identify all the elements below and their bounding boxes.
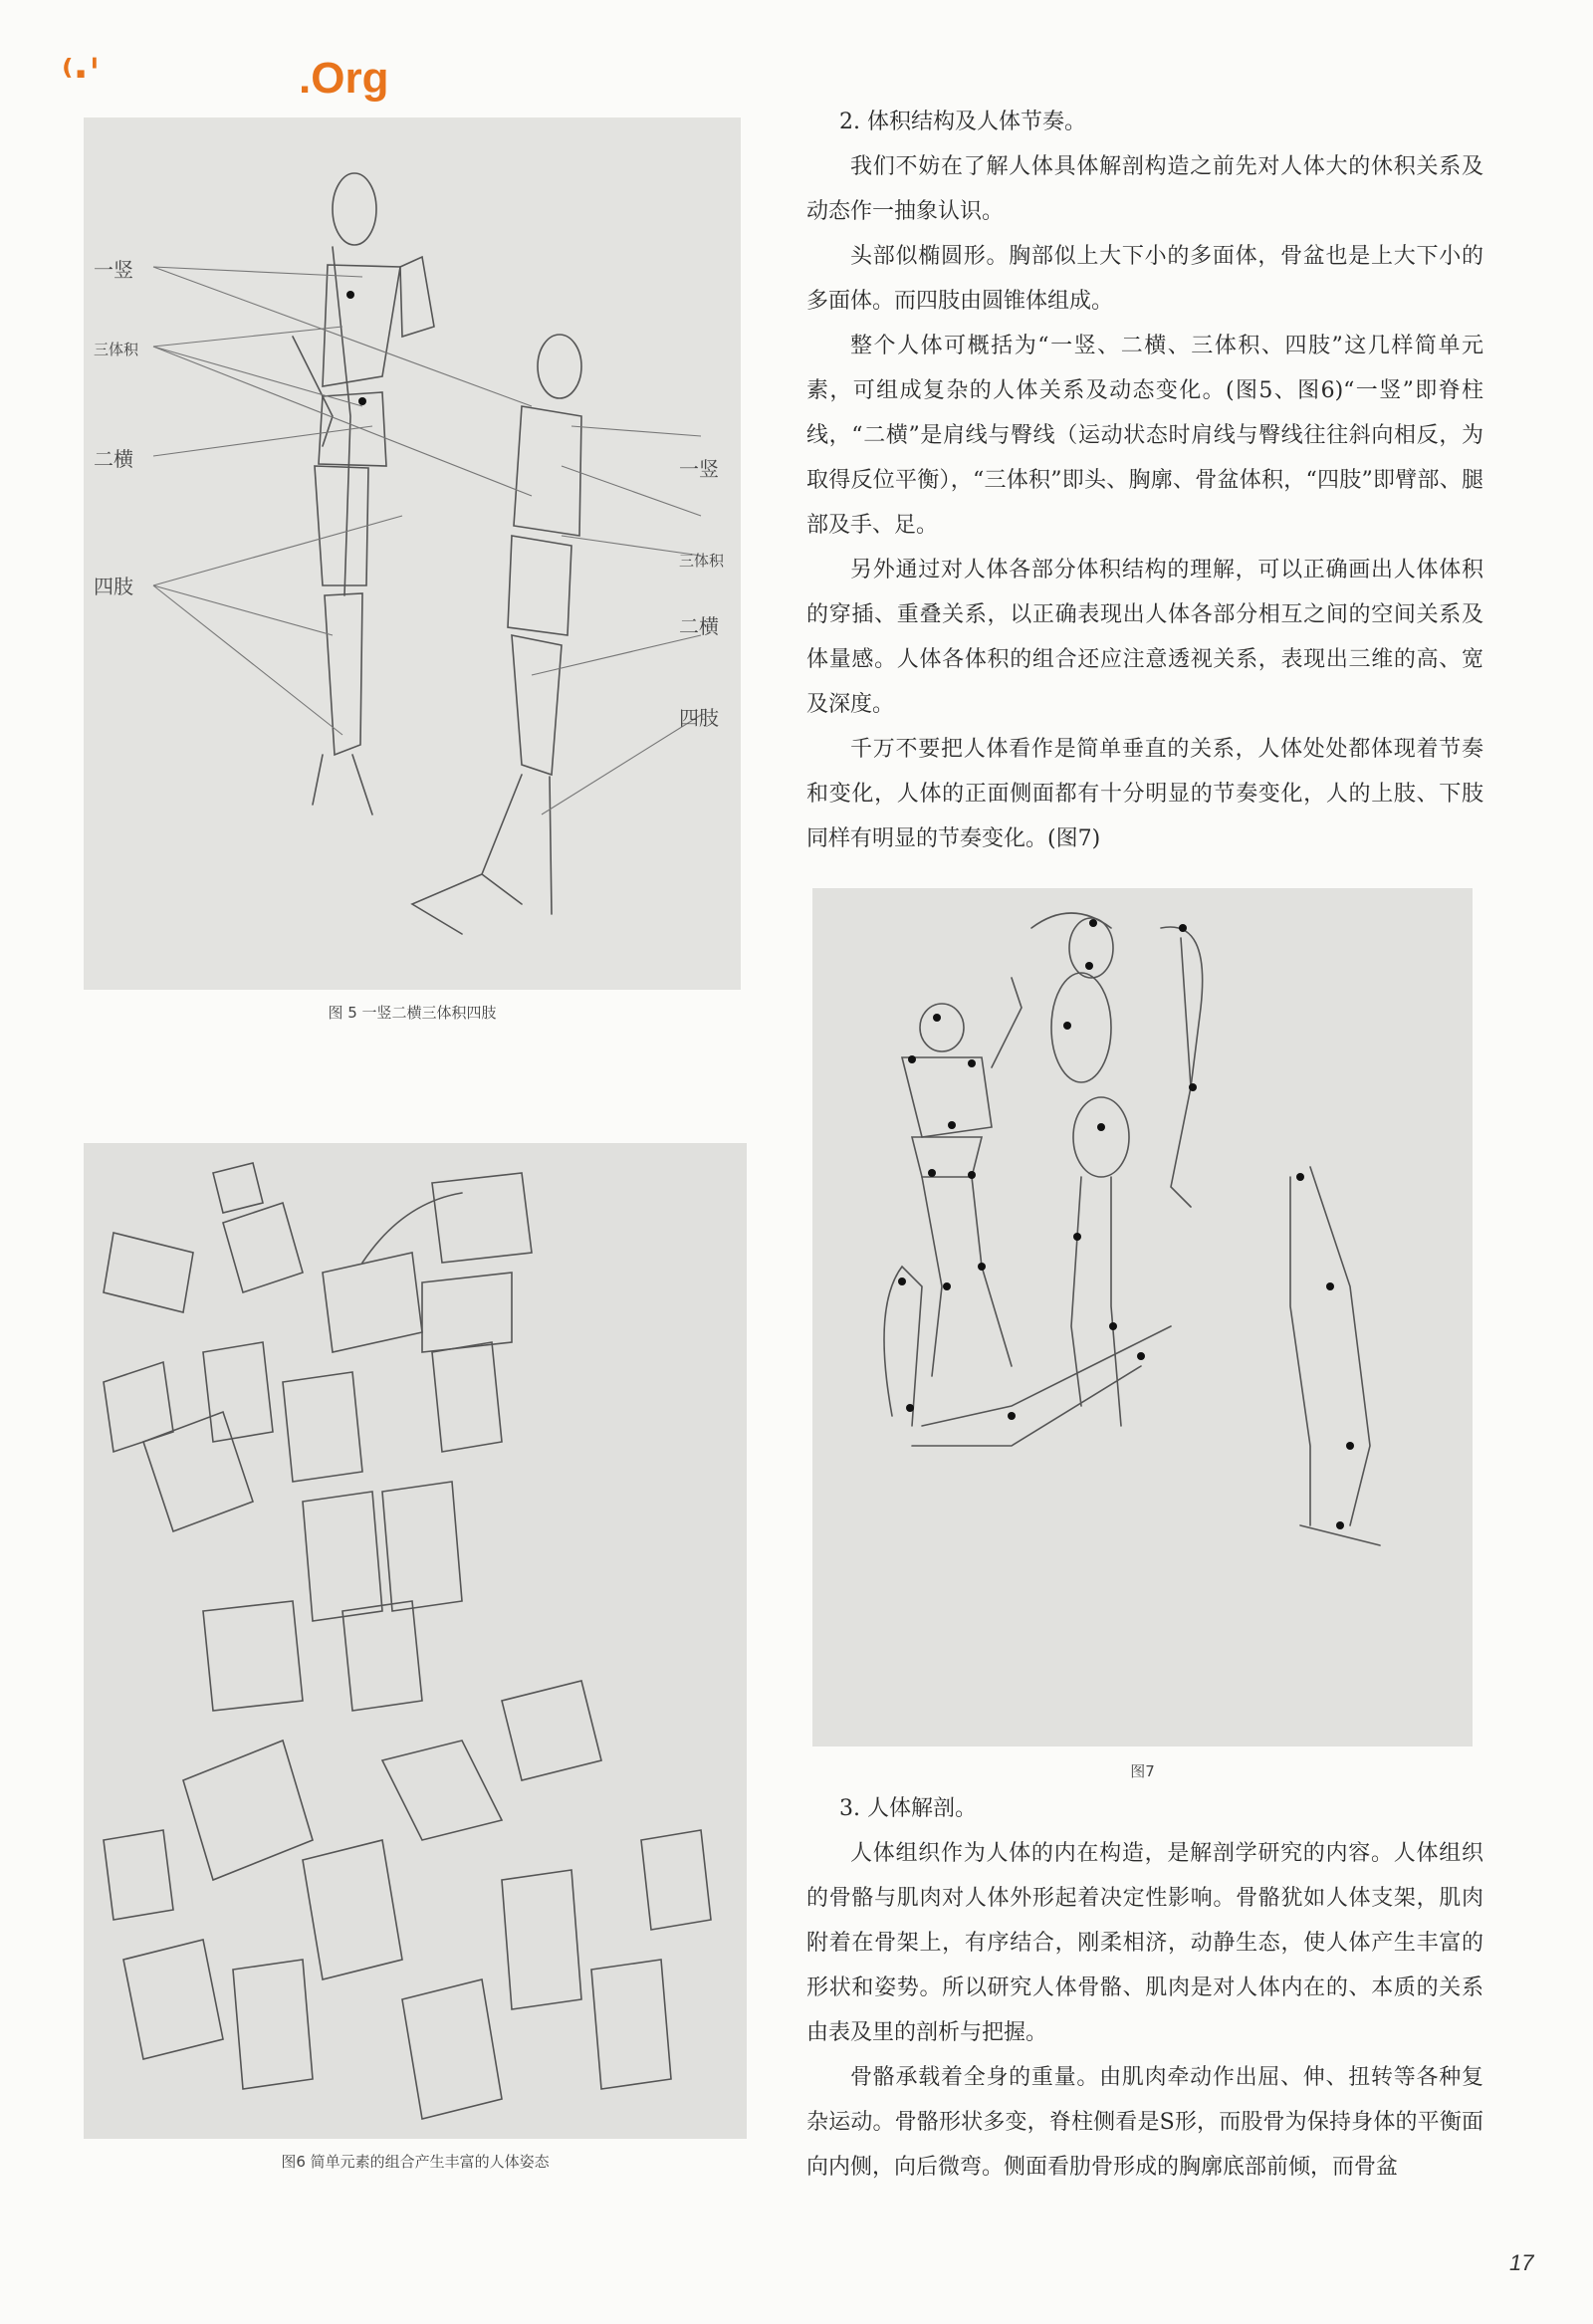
section-3-heading: 3. 人体解剖。 bbox=[839, 1796, 977, 1821]
figure-6-sketch bbox=[84, 1143, 747, 2139]
figure-5-sketch bbox=[84, 117, 741, 990]
fig5-label-3: 二横 bbox=[94, 447, 133, 471]
fig5-label-1: 一竖 bbox=[94, 258, 133, 282]
section-3-text bbox=[806, 1786, 1483, 2190]
fig5-label-4: 四肢 bbox=[94, 575, 133, 598]
figure-6-caption: 图6 简单元素的组合产生丰富的人体姿态 bbox=[281, 2153, 550, 2171]
fig5-label-2: 三体积 bbox=[94, 341, 139, 358]
section-2-text bbox=[806, 100, 1483, 861]
paragraph: 整个人体可概括为“一竖、二横、三体积、四肢”这几样简单元素，可组成复杂的人体关系及动态变化。(图5、图6)“一竖”即脊柱线，“二横”是肩线与臀线（运动状态时肩线与臀线往往斜向相反，为取得反位平衡），“三体积”即头、胸廓、骨盆体积，“四肢”即臂部、腿部及手、足。 bbox=[806, 334, 1484, 538]
paragraph: 头部似椭圆形。胸部似上大下小的多面体，骨盆也是上大下小的多面体。而四肢由圆锥体组成。 bbox=[806, 244, 1483, 314]
fig5-label-7: 二横 bbox=[679, 614, 719, 638]
paragraph: 骨骼承载着全身的重量。由肌肉牵动作出屈、伸、扭转等各种复杂运动。骨骼形状多变，脊柱侧看是S形，而股骨为保持身体的平衡面向内侧，向后微弯。侧面看肋骨形成的胸廓底部前倾，而骨盆 bbox=[806, 2065, 1483, 2180]
figure-6-drawing bbox=[84, 1143, 747, 2139]
figure-7-drawing bbox=[812, 888, 1473, 1746]
site-logo bbox=[62, 52, 390, 112]
paragraph: 另外通过对人体各部分体积结构的理解，可以正确画出人体体积的穿插、重叠关系，以正确表现出人体各部分相互之间的空间关系及体量感。人体各体积的组合还应注意透视关系，表现出三维的高、宽及深度。 bbox=[806, 558, 1483, 717]
figure-7-caption: 图7 bbox=[1130, 1762, 1155, 1780]
figure-5-caption: 图 5 一竖二横三体积四肢 bbox=[328, 1004, 497, 1022]
section-2-heading: 2. 体积结构及人体节奏。 bbox=[839, 110, 1086, 134]
figure-7-sketch bbox=[812, 888, 1473, 1746]
fig5-label-5: 一竖 bbox=[679, 457, 719, 481]
figure-5-drawing bbox=[84, 117, 741, 990]
paragraph: 千万不要把人体看作是简单垂直的关系，人体处处都体现着节奏和变化，人体的正面侧面都有十分明显的节奏变化，人的上肢、下肢同样有明显的节奏变化。(图7) bbox=[806, 737, 1483, 851]
fig5-label-8: 四肢 bbox=[679, 706, 719, 730]
paragraph: 人体组织作为人体的内在构造，是解剖学研究的内容。人体组织的骨骼与肌肉对人体外形起着决定性影响。骨骼犹如人体支架，肌肉附着在骨架上，有序结合，刚柔相济，动静生态，使人体产生丰富的形状和姿势。所以研究人体骨骼、肌肉是对人体内在的、本质的关系由表及里的剖析与把握。 bbox=[806, 1841, 1483, 2045]
logo-mark-icon: ⁽·ˈ bbox=[62, 52, 101, 98]
paragraph: 我们不妨在了解人体具体解剖构造之前先对人体大的休积关系及动态作一抽象认识。 bbox=[806, 154, 1483, 224]
page-number: 17 bbox=[1509, 2250, 1534, 2275]
fig5-label-6: 三体积 bbox=[679, 552, 725, 570]
logo-text: .Org bbox=[299, 54, 389, 103]
